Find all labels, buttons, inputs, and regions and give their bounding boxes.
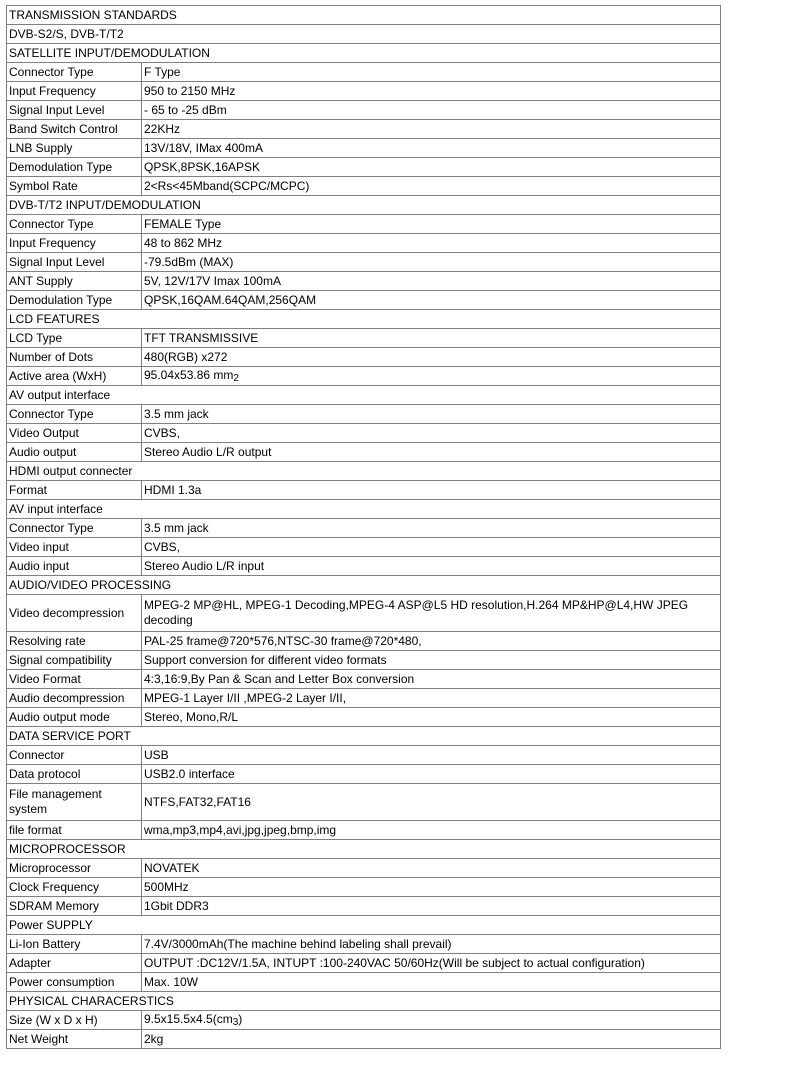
section-header: AUDIO/VIDEO PROCESSING <box>7 576 721 595</box>
spec-value-text: NOVATEK <box>144 860 200 875</box>
spec-label: Adapter <box>7 954 142 973</box>
spec-value <box>142 481 721 500</box>
spec-row <box>7 897 721 916</box>
spec-value <box>142 405 721 424</box>
spec-value <box>142 519 721 538</box>
spec-value <box>142 253 721 272</box>
spec-label: file format <box>7 821 142 840</box>
spec-label: Connector Type <box>7 63 142 82</box>
spec-value <box>142 538 721 557</box>
spec-label: Audio output <box>7 443 142 462</box>
spec-value-text: 48 to 862 MHz <box>144 235 223 250</box>
spec-row <box>7 101 721 120</box>
spec-value-text: QPSK,16QAM.64QAM,256QAM <box>144 292 317 307</box>
spec-value <box>142 329 721 348</box>
spec-value-text: Support conversion for different video formats <box>144 652 387 667</box>
spec-value <box>142 689 721 708</box>
spec-row <box>7 443 721 462</box>
section-header-row <box>7 196 721 215</box>
spec-value-text: Max. 10W <box>144 974 199 989</box>
spec-value <box>142 82 721 101</box>
spec-row <box>7 253 721 272</box>
spec-value <box>142 708 721 727</box>
section-header: PHYSICAL CHARACERSTICS <box>7 992 721 1011</box>
section-header-row <box>7 500 721 519</box>
spec-label: Connector Type <box>7 519 142 538</box>
spec-label: Video Output <box>7 424 142 443</box>
section-header-row <box>7 462 721 481</box>
section-header: LCD FEATURES <box>7 310 721 329</box>
spec-value <box>142 291 721 310</box>
spec-label: Demodulation Type <box>7 158 142 177</box>
spec-label: Signal compatibility <box>7 651 142 670</box>
spec-value-text: NTFS,FAT32,FAT16 <box>144 794 251 809</box>
section-header: DATA SERVICE PORT <box>7 727 721 746</box>
spec-row <box>7 859 721 878</box>
spec-value <box>142 1011 721 1030</box>
spec-label: ANT Supply <box>7 272 142 291</box>
spec-row <box>7 878 721 897</box>
spec-value <box>142 234 721 253</box>
section-header-row <box>7 44 721 63</box>
spec-row <box>7 82 721 101</box>
spec-value-text: 95.04x53.86 mm <box>144 368 234 382</box>
spec-value-text: USB <box>144 747 169 762</box>
spec-value <box>142 973 721 992</box>
spec-value-text: 3.5 mm jack <box>144 406 209 421</box>
spec-label: Connector Type <box>7 215 142 234</box>
spec-label: Resolving rate <box>7 632 142 651</box>
spec-row <box>7 272 721 291</box>
unit-exponent: 3 <box>232 1017 239 1028</box>
spec-value-text: F Type <box>144 64 181 79</box>
spec-value <box>142 424 721 443</box>
spec-value <box>142 139 721 158</box>
spec-value <box>142 367 721 386</box>
unit-exponent: 2 <box>233 373 239 384</box>
spec-row <box>7 405 721 424</box>
spec-value <box>142 557 721 576</box>
spec-label: Audio output mode <box>7 708 142 727</box>
spec-value-text: 7.4V/3000mAh(The machine behind labeling shall prevail) <box>144 936 452 951</box>
spec-value-text: wma,mp3,mp4,avi,jpg,jpeg,bmp,img <box>144 822 337 837</box>
spec-value-text: 480(RGB) x272 <box>144 349 228 364</box>
spec-value <box>142 821 721 840</box>
spec-row <box>7 1030 721 1049</box>
spec-row <box>7 215 721 234</box>
spec-value <box>142 954 721 973</box>
section-header: MICROPROCESSOR <box>7 840 721 859</box>
section-header-row <box>7 25 721 44</box>
spec-value <box>142 859 721 878</box>
spec-table-body <box>7 6 721 1049</box>
spec-value-text: Stereo Audio L/R output <box>144 444 272 459</box>
spec-value-text: 22KHz <box>144 121 181 136</box>
spec-row <box>7 177 721 196</box>
spec-row <box>7 708 721 727</box>
spec-label: Audio decompression <box>7 689 142 708</box>
spec-label: Net Weight <box>7 1030 142 1049</box>
spec-value-text: FEMALE Type <box>144 216 222 231</box>
section-header-row <box>7 6 721 25</box>
spec-value <box>142 651 721 670</box>
spec-value-text: 950 to 2150 MHz <box>144 83 236 98</box>
spec-row <box>7 1011 721 1030</box>
spec-value-text: 2kg <box>144 1031 164 1046</box>
spec-value-text: - 65 to -25 dBm <box>144 102 227 117</box>
spec-row <box>7 670 721 689</box>
spec-row <box>7 557 721 576</box>
spec-label: File management system <box>7 784 142 821</box>
spec-label: Demodulation Type <box>7 291 142 310</box>
spec-value <box>142 765 721 784</box>
spec-value <box>142 632 721 651</box>
spec-label: Data protocol <box>7 765 142 784</box>
spec-label: Connector <box>7 746 142 765</box>
spec-value-text: PAL-25 frame@720*576,NTSC-30 frame@720*480, <box>144 633 422 648</box>
spec-value-text: 9.5x15.5x4.5(cm <box>144 1012 233 1026</box>
spec-value <box>142 101 721 120</box>
spec-row <box>7 519 721 538</box>
spec-label: Connector Type <box>7 405 142 424</box>
spec-row <box>7 234 721 253</box>
spec-value <box>142 348 721 367</box>
section-header: Power SUPPLY <box>7 916 721 935</box>
spec-row <box>7 348 721 367</box>
spec-row <box>7 291 721 310</box>
spec-value <box>142 595 721 632</box>
spec-row <box>7 595 721 632</box>
spec-label: Input Frequency <box>7 234 142 253</box>
section-header: AV input interface <box>7 500 721 519</box>
spec-label: LCD Type <box>7 329 142 348</box>
spec-label: SDRAM Memory <box>7 897 142 916</box>
spec-row <box>7 424 721 443</box>
spec-value-text: 3.5 mm jack <box>144 520 209 535</box>
spec-row <box>7 746 721 765</box>
spec-value <box>142 63 721 82</box>
spec-value-text: 13V/18V, IMax 400mA <box>144 140 263 155</box>
section-header: AV output interface <box>7 386 721 405</box>
spec-row <box>7 632 721 651</box>
spec-value-text: -79.5dBm (MAX) <box>144 254 234 269</box>
spec-value-text: 4:3,16:9,By Pan & Scan and Letter Box conversion <box>144 671 415 686</box>
spec-value-text: 500MHz <box>144 879 189 894</box>
spec-row <box>7 139 721 158</box>
spec-label: Symbol Rate <box>7 177 142 196</box>
section-header: HDMI output connecter <box>7 462 721 481</box>
spec-value-text: TFT TRANSMISSIVE <box>144 330 259 345</box>
section-header-row <box>7 386 721 405</box>
spec-label: Power consumption <box>7 973 142 992</box>
spec-row <box>7 784 721 821</box>
spec-value <box>142 1030 721 1049</box>
spec-row <box>7 935 721 954</box>
spec-label: Video Format <box>7 670 142 689</box>
spec-row <box>7 973 721 992</box>
spec-value-text: 2<Rs<45Mband(SCPC/MCPC) <box>144 178 310 193</box>
section-header: SATELLITE INPUT/DEMODULATION <box>7 44 721 63</box>
spec-row <box>7 329 721 348</box>
spec-row <box>7 651 721 670</box>
spec-label: Li-Ion Battery <box>7 935 142 954</box>
spec-label: Band Switch Control <box>7 120 142 139</box>
spec-label: Audio input <box>7 557 142 576</box>
spec-value-text: 5V, 12V/17V Imax 100mA <box>144 273 281 288</box>
spec-table <box>6 5 721 1049</box>
spec-row <box>7 538 721 557</box>
spec-value-text: QPSK,8PSK,16APSK <box>144 159 261 174</box>
spec-value-text: OUTPUT :DC12V/1.5A, INTUPT :100-240VAC 50/60Hz(Will be subject to actual configuration) <box>144 955 645 970</box>
spec-value-text: 1Gbit DDR3 <box>144 898 209 913</box>
spec-row <box>7 954 721 973</box>
spec-label: Video input <box>7 538 142 557</box>
section-header-row <box>7 727 721 746</box>
spec-label: Size (W x D x H) <box>7 1011 142 1030</box>
spec-value-text: MPEG-2 MP@HL, MPEG-1 Decoding,MPEG-4 ASP@L5 HD resolution,H.264 MP&HP@L4,HW JPEG decoding <box>144 598 689 627</box>
spec-row <box>7 158 721 177</box>
section-header-row <box>7 840 721 859</box>
spec-row <box>7 367 721 386</box>
section-header-row <box>7 916 721 935</box>
spec-row <box>7 689 721 708</box>
section-header-row <box>7 576 721 595</box>
spec-value-text: CVBS, <box>144 539 181 554</box>
spec-row <box>7 765 721 784</box>
spec-value-text: CVBS, <box>144 425 181 440</box>
spec-label: Clock Frequency <box>7 878 142 897</box>
spec-value <box>142 935 721 954</box>
spec-value <box>142 670 721 689</box>
section-header: DVB-T/T2 INPUT/DEMODULATION <box>7 196 721 215</box>
spec-label: Microprocessor <box>7 859 142 878</box>
value-suffix: ) <box>238 1012 243 1026</box>
spec-label: Signal Input Level <box>7 253 142 272</box>
spec-row <box>7 481 721 500</box>
spec-value <box>142 215 721 234</box>
section-header: TRANSMISSION STANDARDS <box>7 6 721 25</box>
spec-label: Input Frequency <box>7 82 142 101</box>
spec-label: Signal Input Level <box>7 101 142 120</box>
spec-value <box>142 784 721 821</box>
spec-label: Number of Dots <box>7 348 142 367</box>
spec-value-text: Stereo Audio L/R input <box>144 558 265 573</box>
spec-value-text: USB2.0 interface <box>144 766 235 781</box>
spec-value <box>142 878 721 897</box>
spec-value <box>142 746 721 765</box>
section-header-row <box>7 992 721 1011</box>
spec-label: Active area (WxH) <box>7 367 142 386</box>
spec-label: Format <box>7 481 142 500</box>
spec-value <box>142 177 721 196</box>
spec-label: Video decompression <box>7 595 142 632</box>
section-header-row <box>7 310 721 329</box>
spec-value <box>142 158 721 177</box>
spec-row <box>7 63 721 82</box>
spec-label: LNB Supply <box>7 139 142 158</box>
spec-value-text: MPEG-1 Layer I/II ,MPEG-2 Layer I/II, <box>144 690 347 705</box>
spec-value-text: HDMI 1.3a <box>144 482 202 497</box>
spec-row <box>7 120 721 139</box>
spec-value <box>142 443 721 462</box>
section-header: DVB-S2/S, DVB-T/T2 <box>7 25 721 44</box>
spec-value <box>142 120 721 139</box>
spec-value <box>142 272 721 291</box>
spec-value-text: Stereo, Mono,R/L <box>144 709 239 724</box>
spec-row <box>7 821 721 840</box>
spec-value <box>142 897 721 916</box>
